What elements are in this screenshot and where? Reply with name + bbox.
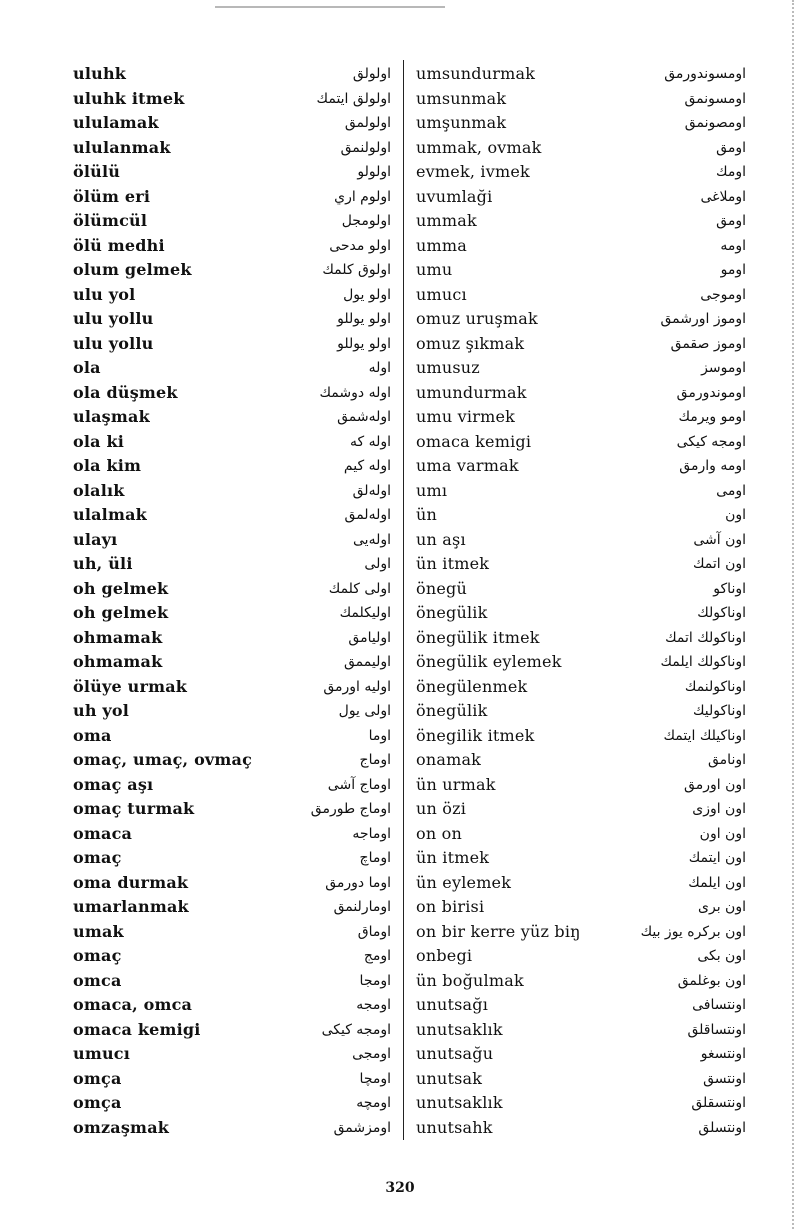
entry-latin: omzaşmak (73, 1117, 170, 1137)
entry-latin: ün urmak (416, 774, 496, 794)
entry-latin: umu (416, 260, 453, 279)
entry-arabic: اون اوزى (692, 801, 746, 817)
entry-arabic: اولوم اري (334, 188, 391, 205)
entry-latin: ohmamak (73, 627, 163, 647)
dictionary-entry (416, 601, 746, 626)
entry-arabic: اولو يول (343, 286, 391, 303)
entry-latin: oh gelmek (73, 603, 169, 622)
dictionary-entry (73, 1116, 391, 1141)
entry-latin: ölülü (73, 162, 121, 181)
entry-arabic: اونتسلق (698, 1119, 746, 1136)
dictionary-entry (73, 846, 391, 871)
entry-arabic: اومزشمق (333, 1119, 391, 1136)
entry-arabic: اولەلمق (344, 507, 391, 523)
entry-arabic: اولولق (352, 66, 391, 82)
entry-arabic: اومچا (359, 1070, 391, 1087)
entry-arabic: اولومجل (341, 213, 391, 229)
entry-arabic: اولەشمق (337, 409, 391, 425)
entry-latin: umusuz (416, 358, 480, 377)
entry-arabic: اوموندورمق (676, 384, 746, 401)
entry-latin: ün eylemek (416, 872, 512, 892)
dictionary-entry (73, 748, 391, 773)
dictionary-entry (416, 699, 746, 724)
entry-latin: unutsak (416, 1068, 483, 1088)
entry-arabic: اومسوندورمق (664, 66, 746, 82)
entry-arabic: اولولمق (344, 115, 391, 131)
entry-arabic: اوملاغى (700, 188, 746, 205)
entry-arabic: اونتساقلق (687, 1021, 746, 1038)
entry-latin: onbegi (416, 946, 473, 965)
entry-latin: umucı (73, 1044, 131, 1063)
entry-arabic: اومجى (352, 1046, 391, 1062)
entry-latin: on on (416, 823, 462, 843)
page-edge (790, 0, 794, 1229)
dictionary-entry (416, 430, 746, 455)
dictionary-entry (73, 920, 391, 945)
dictionary-entry (73, 234, 391, 259)
dictionary-entry (73, 773, 391, 798)
page-number: 320 (385, 1180, 415, 1196)
dictionary-entry (73, 332, 391, 357)
dictionary-entry (416, 258, 746, 283)
dictionary-entry (73, 454, 391, 479)
dictionary-entry (73, 258, 391, 283)
entry-latin: umı (416, 480, 448, 500)
dictionary-entry (73, 283, 391, 308)
entry-arabic: اوما (368, 727, 391, 744)
entry-latin: önegülik eylemek (416, 652, 562, 671)
entry-latin: omaca kemigi (416, 431, 532, 451)
entry-latin: omuz şıkmak (416, 333, 525, 353)
dictionary-entry (416, 528, 746, 553)
entry-latin: ululamak (73, 113, 159, 132)
entry-latin: önegülenmek (416, 676, 528, 696)
entry-arabic: اوموز صقمق (670, 335, 746, 352)
dictionary-entry (416, 283, 746, 308)
dictionary-entry (416, 503, 746, 528)
entry-latin: oma durmak (73, 872, 189, 892)
dictionary-entry (73, 381, 391, 406)
dictionary-entry (73, 87, 391, 112)
dictionary-entry (73, 871, 391, 896)
entry-latin: ulalmak (73, 505, 147, 524)
entry-arabic: اونتسقلق (691, 1095, 746, 1111)
dictionary-entry (73, 356, 391, 381)
entry-latin: ohmamak (73, 652, 163, 671)
entry-arabic: اون بوغلمق (677, 972, 746, 989)
entry-arabic: اون اون (699, 825, 746, 842)
entry-arabic: اوماچ (359, 850, 391, 866)
entry-latin: ün boğulmak (416, 970, 524, 990)
entry-latin: omaca kemigi (73, 1019, 201, 1039)
entry-latin: un özi (416, 799, 467, 818)
entry-arabic: اون ايتمك (688, 850, 746, 866)
entry-arabic: اوناكولك ايلمك (660, 654, 746, 670)
entry-latin: önegilik itmek (416, 725, 535, 745)
entry-arabic: اولوق كلمك (322, 262, 391, 278)
dictionary-entry (416, 209, 746, 234)
entry-arabic: اونتسغو (700, 1046, 746, 1062)
dictionary-entry (73, 503, 391, 528)
dictionary-entry (416, 307, 746, 332)
entry-arabic: اولو مدحى (329, 237, 391, 254)
entry-latin: umundurmak (416, 382, 527, 402)
dictionary-entry (73, 209, 391, 234)
entry-arabic: اوناكولنمك (684, 678, 746, 695)
dictionary-entry (73, 895, 391, 920)
entry-latin: umşunmak (416, 113, 507, 132)
entry-arabic: اومصونمق (684, 115, 746, 131)
entry-latin: unutsağı (416, 995, 489, 1014)
dictionary-entry (416, 871, 746, 896)
dictionary-entry (73, 552, 391, 577)
entry-arabic: اون بكى (697, 948, 746, 964)
dictionary-entry (416, 479, 746, 504)
entry-arabic: اولەلق (352, 482, 391, 499)
dictionary-entry (416, 1042, 746, 1067)
entry-arabic: اون بركره يوز بيك (640, 923, 746, 940)
entry-arabic: اومجه (356, 997, 391, 1013)
entry-latin: omça (73, 1068, 122, 1088)
dictionary-entry (73, 62, 391, 87)
entry-latin: oma (73, 725, 112, 745)
entry-latin: uma varmak (416, 456, 519, 475)
entry-arabic: اولى كلمك (328, 580, 391, 597)
dictionary-entry (73, 944, 391, 969)
left-column (73, 62, 391, 1140)
entry-latin: ün (416, 505, 438, 524)
dictionary-entry (416, 773, 746, 798)
entry-latin: uluhk itmek (73, 88, 185, 108)
entry-latin: ola (73, 358, 101, 377)
dictionary-entry (73, 969, 391, 994)
entry-latin: unutsaklık (416, 1019, 503, 1039)
dictionary-entry (73, 528, 391, 553)
entry-latin: on birisi (416, 897, 485, 916)
entry-latin: evmek, ivmek (416, 162, 530, 181)
entry-arabic: اوله دوشمك (319, 384, 391, 401)
dictionary-entry (416, 797, 746, 822)
entry-arabic: اوما دورمق (325, 874, 391, 891)
dictionary-entry (416, 1018, 746, 1043)
entry-latin: omca (73, 970, 122, 990)
entry-latin: uh, üli (73, 554, 133, 573)
entry-arabic: اون (725, 507, 746, 523)
entry-arabic: اوموجى (700, 286, 746, 303)
dictionary-entry (73, 185, 391, 210)
entry-latin: ün itmek (416, 554, 490, 573)
entry-latin: ulu yollu (73, 333, 154, 353)
entry-arabic: اوموسز (701, 360, 746, 376)
dictionary-entry (416, 944, 746, 969)
entry-arabic: اوناكوليك (693, 703, 746, 719)
dictionary-entry (416, 136, 746, 161)
entry-latin: önegülik (416, 603, 488, 622)
dictionary-entry (73, 307, 391, 332)
entry-arabic: اوماج آشى (327, 776, 391, 793)
right-column (416, 62, 746, 1140)
entry-arabic: اونتسق (703, 1070, 746, 1087)
entry-latin: ölümcül (73, 211, 148, 230)
entry-latin: omaç (73, 946, 122, 965)
entry-latin: omaca (73, 823, 133, 843)
dictionary-entry (416, 552, 746, 577)
top-rule (215, 6, 445, 8)
entry-latin: umu virmek (416, 407, 516, 426)
dictionary-entry (73, 699, 391, 724)
entry-latin: uvumlaği (416, 186, 493, 206)
dictionary-entry (416, 822, 746, 847)
dictionary-entry (73, 797, 391, 822)
entry-latin: ummak (416, 211, 477, 230)
entry-latin: ola düşmek (73, 382, 178, 402)
entry-arabic: اولى يول (338, 703, 391, 719)
entry-latin: umarlanmak (73, 897, 189, 916)
dictionary-entry (416, 846, 746, 871)
entry-arabic: اومارلنمق (333, 899, 391, 915)
dictionary-entry (416, 724, 746, 749)
entry-arabic: اومه (720, 237, 746, 254)
column-divider (403, 60, 404, 1140)
entry-arabic: اولەيى (353, 531, 391, 548)
entry-arabic: اومج (363, 948, 391, 964)
dictionary-entry (73, 724, 391, 749)
entry-latin: ululanmak (73, 137, 171, 157)
entry-latin: omaç (73, 848, 122, 867)
entry-arabic: اومچه (356, 1095, 391, 1111)
entry-arabic: اومك (716, 164, 746, 180)
dictionary-entry (416, 185, 746, 210)
dictionary-entry (73, 1067, 391, 1092)
dictionary-entry (73, 1018, 391, 1043)
entry-arabic: اومو (720, 262, 746, 278)
entry-latin: ola kim (73, 456, 142, 475)
dictionary-entry (416, 454, 746, 479)
entry-latin: omaç, umaç, ovmaç (73, 750, 253, 769)
entry-latin: umma (416, 235, 467, 255)
entry-latin: ölü medhi (73, 235, 165, 255)
entry-latin: önegülik itmek (416, 627, 540, 647)
entry-arabic: اونتسافى (692, 997, 746, 1013)
entry-arabic: اوله كيم (343, 458, 391, 474)
entry-latin: unutsahk (416, 1117, 493, 1137)
entry-arabic: اولولنمق (340, 139, 391, 156)
dictionary-entry (416, 969, 746, 994)
dictionary-entry (73, 1091, 391, 1116)
entry-latin: onamak (416, 750, 482, 769)
dictionary-entry (73, 136, 391, 161)
entry-latin: olalık (73, 480, 125, 500)
entry-arabic: اوناكيلك ايتمك (663, 727, 746, 744)
dictionary-entry (73, 626, 391, 651)
entry-latin: ulaşmak (73, 407, 150, 426)
dictionary-entry (73, 430, 391, 455)
dictionary-entry (73, 479, 391, 504)
entry-latin: oh gelmek (73, 578, 169, 598)
dictionary-entry (416, 993, 746, 1018)
entry-arabic: اوليكلمك (339, 605, 391, 621)
entry-arabic: اون برى (698, 899, 746, 915)
dictionary-entry (73, 993, 391, 1018)
dictionary-entry (416, 356, 746, 381)
entry-latin: ummak, ovmak (416, 137, 542, 157)
dictionary-entry (73, 1042, 391, 1067)
entry-arabic: اوماجه (352, 825, 391, 842)
entry-latin: uh yol (73, 701, 130, 720)
entry-latin: omuz uruşmak (416, 309, 538, 328)
entry-arabic: اوناكولك (697, 605, 746, 621)
entry-arabic: اوله كه (349, 433, 391, 450)
dictionary-entry (416, 1091, 746, 1116)
entry-latin: ölüye urmak (73, 676, 188, 696)
entry-arabic: اولو يوللو (337, 335, 391, 352)
entry-arabic: اونامق (708, 752, 746, 768)
dictionary-entry (416, 650, 746, 675)
dictionary-entry (73, 650, 391, 675)
entry-arabic: اولى (364, 556, 391, 572)
entry-arabic: اولولو (357, 164, 391, 180)
entry-arabic: اوموز اورشمق (660, 311, 746, 327)
dictionary-entry (416, 1067, 746, 1092)
dictionary-entry (416, 111, 746, 136)
dictionary-entry (416, 577, 746, 602)
entry-arabic: اوناكو (713, 580, 746, 597)
dictionary-entry (416, 234, 746, 259)
entry-latin: omaç aşı (73, 774, 154, 794)
dictionary-entry (416, 381, 746, 406)
entry-latin: ulayı (73, 529, 118, 549)
entry-arabic: اوله (368, 360, 391, 376)
entry-latin: ola ki (73, 431, 125, 451)
dictionary-entry (416, 87, 746, 112)
entry-latin: ulu yol (73, 284, 136, 304)
entry-arabic: اون اتمك (692, 556, 746, 572)
entry-arabic: اومسونمق (684, 90, 746, 107)
entry-latin: umsunmak (416, 88, 507, 108)
dictionary-entry (73, 601, 391, 626)
entry-arabic: اون اورمق (684, 776, 746, 793)
entry-arabic: اولولق ايتمك (316, 90, 391, 107)
entry-arabic: اوليه اورمق (323, 678, 391, 695)
entry-arabic: اون آشى (693, 531, 746, 548)
entry-arabic: اومه وارمق (679, 458, 746, 474)
entry-arabic: اومق (716, 213, 746, 229)
dictionary-entry (73, 577, 391, 602)
entry-latin: omaca, omca (73, 995, 193, 1014)
entry-latin: ün itmek (416, 848, 490, 867)
entry-arabic: اومجه كيكى (676, 433, 746, 450)
entry-latin: ulu yollu (73, 309, 154, 328)
entry-arabic: اومق (716, 139, 746, 156)
entry-arabic: اوماج طورمق (310, 801, 391, 817)
dictionary-entry (416, 920, 746, 945)
dictionary-entry (416, 160, 746, 185)
entry-latin: unutsaklık (416, 1093, 503, 1112)
entry-latin: un aşı (416, 529, 466, 549)
entry-latin: umucı (416, 284, 467, 304)
entry-latin: omaç turmak (73, 799, 195, 818)
dictionary-entry (73, 111, 391, 136)
entry-arabic: اوماق (357, 923, 391, 940)
entry-latin: önegü (416, 578, 467, 598)
entry-arabic: اون ايلمك (688, 874, 746, 891)
entry-latin: omça (73, 1093, 122, 1112)
entry-arabic: اوليامق (348, 629, 391, 646)
entry-arabic: اوماج (359, 752, 391, 768)
dictionary-entry (416, 675, 746, 700)
entry-latin: unutsağu (416, 1044, 494, 1063)
entry-latin: önegülik (416, 701, 488, 720)
dictionary-entry (416, 405, 746, 430)
entry-latin: ölüm eri (73, 186, 151, 206)
dictionary-entry (416, 626, 746, 651)
entry-latin: on bir kerre yüz biŋ (416, 921, 581, 941)
entry-latin: uluhk (73, 64, 127, 83)
entry-latin: umak (73, 921, 124, 941)
dictionary-entry (416, 1116, 746, 1141)
dictionary-entry (73, 160, 391, 185)
entry-arabic: اوناكولك اتمك (665, 629, 746, 646)
dictionary-entry (73, 405, 391, 430)
entry-latin: olum gelmek (73, 260, 192, 279)
entry-arabic: اومجه كيكى (321, 1021, 391, 1038)
entry-arabic: اومى (716, 482, 746, 499)
entry-arabic: اوليممق (343, 654, 391, 670)
entry-arabic: اومو ويرمك (678, 409, 746, 425)
entry-arabic: اومجا (359, 972, 391, 989)
dictionary-entry (416, 895, 746, 920)
entry-latin: umsundurmak (416, 64, 536, 83)
entry-arabic: اولو يوللو (337, 311, 391, 327)
dictionary-entry (416, 332, 746, 357)
dictionary-entry (416, 748, 746, 773)
dictionary-entry (73, 675, 391, 700)
dictionary-entry (73, 822, 391, 847)
dictionary-entry (416, 62, 746, 87)
